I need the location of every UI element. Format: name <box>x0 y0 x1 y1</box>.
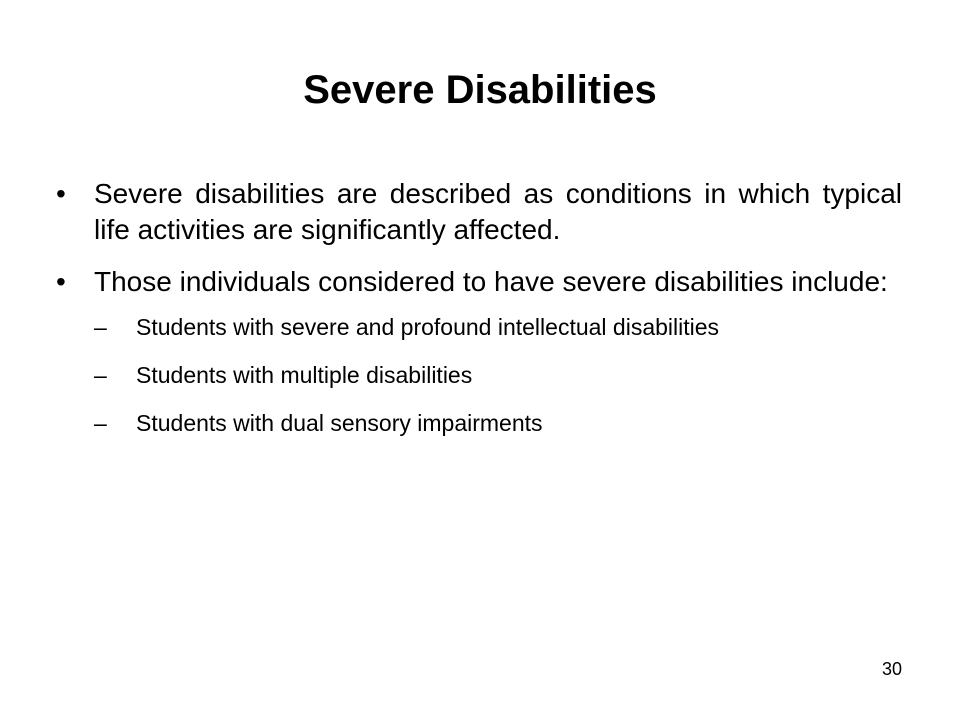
slide-title: Severe Disabilities <box>303 68 657 112</box>
bullet-text: Those individuals considered to have severe disabilities include: <box>94 266 888 297</box>
bullet-item <box>56 176 902 248</box>
sub-bullet-text: Students with dual sensory impairments <box>136 410 543 436</box>
sub-bullet-item <box>94 360 902 390</box>
bullet-list <box>56 176 902 456</box>
sub-bullet-text: Students with multiple disabilities <box>136 362 473 388</box>
bullet-text: Severe disabilities are described as conditions in which typical life activities are significantly affected. <box>94 178 902 245</box>
bullet-marker: • <box>56 178 66 209</box>
bullet-item <box>56 264 902 438</box>
bullet-marker: • <box>56 266 66 297</box>
sub-bullet-marker: – <box>94 362 107 388</box>
sub-bullet-item <box>94 408 902 438</box>
sub-bullet-list <box>94 312 902 438</box>
sub-bullet-marker: – <box>94 410 107 436</box>
page-number: 30 <box>881 659 902 679</box>
sub-bullet-item <box>94 312 902 342</box>
sub-bullet-marker: – <box>94 314 107 340</box>
sub-bullet-text: Students with severe and profound intellectual disabilities <box>136 314 720 340</box>
